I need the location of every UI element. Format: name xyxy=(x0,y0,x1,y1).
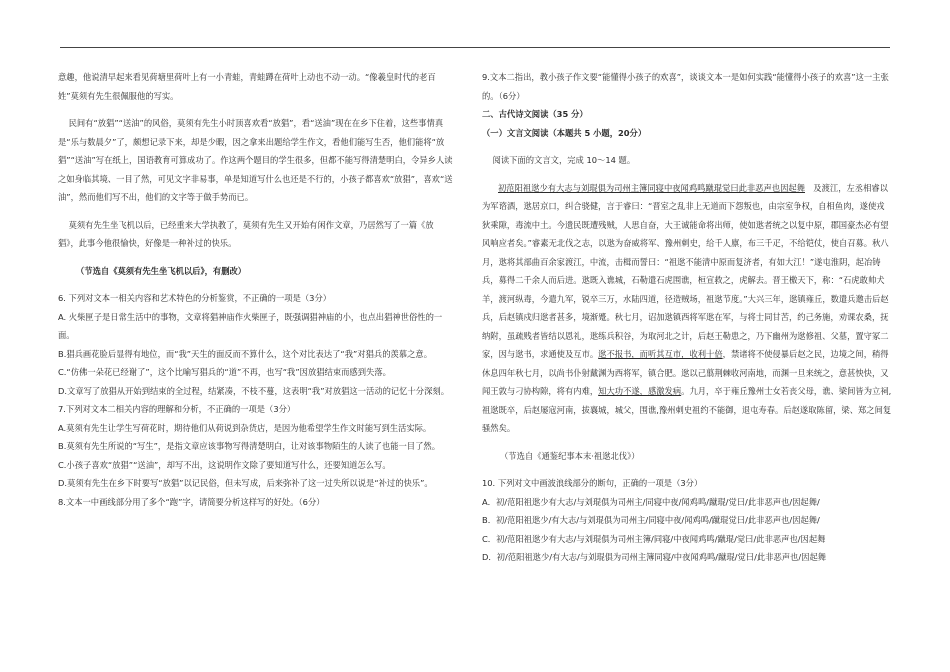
option-6d: D.文章写了放猖从开始到结束的全过程，结紧凑，不枝不蔓，这表明“我”对放猖这一活动的记忆十分深刻。 xyxy=(58,385,449,396)
option-10a: A．初/范阳祖逖少有大志/与刘琨俱为司州主/同寝中夜/闻鸡鸣/蹴琨/觉曰/此非恶声也/因起舞/ xyxy=(482,496,820,507)
question-8: 8.文本一中画线部分用了多个“跑”字，请简要分析这样写的好处。（6分） xyxy=(58,496,325,507)
section-heading: 二、古代诗文阅读（35 分） xyxy=(482,109,588,119)
option-10b: B．初/范阳祖逖少/有大志/与刘琨俱为司州主/同寝中夜/闻鸡鸣/蹴琨觉曰/此非恶声也/因起舞/ xyxy=(482,515,820,525)
passage-source: （节选自《通鉴纪事本末·祖逖北伐》） xyxy=(500,450,640,461)
passage-text: ，禁诸将不使侵暴后赵之民，边境之间，稍得休息四年秋七月，以尚书仆射戴渊为西将军，镇合肥。逖以己翦荆棘收河南地，而渊一旦来统之，意甚怏快，又闻王敦与刁协构隙，将有内难， xyxy=(482,349,889,396)
classical-passage xyxy=(482,179,892,438)
paragraph: 民间有“放猖”“送油”的风俗，莫须有先生小时顶喜欢看“放猖”，看“送油”现在在乡下住着，这些事情真是“乐与数晨夕”了，颇想记录下来，却是少暇，因之拿来出题给学生作文，看他们能写生否，他们能将“放猖”“送油”写在纸上，国语教育可算成功了。作这两个题目的学生很多，但都不能写得清楚明白，令异乡人读之如身临其境、一目了然，可见文字非易事，单是知道写什么也还是不行的，小孩子都喜欢“放猖”，喜欢“送油”，然而他们写不出，他们的文字等于做手势而已。 xyxy=(58,118,453,202)
passage-text: 。九月，卒于雍丘豫州士女若丧父母，谯、梁间皆为立祠,祖逖既卒，后赵屡寇河南，拔襄城，城父，围谯,豫州刺史祖约不能御，退屯寿春。后赵遂取陈留，梁、郑之间复骚然矣。 xyxy=(482,386,892,433)
underlined-text: 知大功不遂，感激发病 xyxy=(598,386,682,396)
source-note: （节选自《莫须有先生坐飞机以后》，有删改） xyxy=(76,265,247,276)
question-7: 7.下列对文本二相关内容的理解和分析，不正确的一项是（3分） xyxy=(58,404,296,414)
option-7c: C.小孩子喜欢“放猖”“送油”，却写不出，这说明作文除了要知道写什么，还要知道怎么写。 xyxy=(58,459,391,470)
subsection-heading: （一）文言文阅读（本题共 5 小题，20分） xyxy=(482,127,647,138)
passage-text: 及渡江，左丞相睿以为军谘酒，逖居京口，纠合骁健，言于睿曰：“晋室之乱非上无道而下怨叛也，由宗室争权，自相鱼肉，遂使戎狄乘隙，毒流中土。今遗民既遭残贼，人思自奋，大王诚能命将出师，使如逖者统之以复中原，郡国豪杰必有望风响应者矣。”睿素无北伐之志，以逖为奋威将军、豫州刺史，给千人廪，布三千疋，不给铠仗，使自召募。秋八月，逖将其部曲百余家渡江，中流，击楫而誓曰：“祖逖不能清中原而复济者，有如大江！”遂屯淮阴，起冶铸兵，募得二千余人而后进。逖既入谯城，石勒遣石虎围谯，桓宣救之，虎解去。晋王檄天下，称：“石虎敢帅犬羊，渡河纵毒，今遣九军，锐卒三万，水陆四道，径造贼场，祖逖节度。”大兴三年，逖镇雍丘，数遣兵邀击后赵兵，后赵镇戍归逖者甚多，境渐蹙。秋七月，诏加逖镇西将军逖在军，与将士同甘苦，约己务施，劝课农桑，抚纳附，虽疏贱者皆结以恩礼，逖练兵积谷，为取河北之计，后赵王勒患之，乃下幽州为逖修祖、父墓，置守冢二家，因与逖书，求通使及互市。 xyxy=(482,182,889,359)
option-6a: A. 火柴匣子是日常生活中的事物，文章将猖神庙作火柴匣子，既强调猖神庙的小，也点出猖神世俗性的一面。 xyxy=(58,311,443,340)
option-7d: D.莫须有先生在乡下时要写“放猖”以记民俗，但未写成，后来弥补了这一过失所以说是“补过的快乐”。 xyxy=(58,478,433,488)
option-10d: D．初/范阳祖逖少/有大志/与刘琨俱为司州主簿同寝/中夜闻鸡鸣/蹴琨/觉曰/此非恶声也/因起舞 xyxy=(482,552,827,562)
paragraph: 莫须有先生坐飞机以后，已经重来大学执教了，莫须有先生又开始有闲作文章，乃居然写了一篇《放猖》，此事今他很愉快，好像是一种补过的快乐。 xyxy=(58,219,434,248)
instruction: 阅读下面的文言文，完成 10～14 题。 xyxy=(482,155,636,165)
question-10: 10. 下列对文中画波浪线部分的断句，正确的一项是（3分） xyxy=(482,478,703,488)
underlined-text: 逖不报书，而听其互市，收利十倍 xyxy=(598,349,723,359)
option-6c: C.“仿佛一朵花已经谢了”，这个比喻写猖兵的“道”不再，也写“我”因放猖结束而感到失落。 xyxy=(58,367,391,377)
header-rule xyxy=(60,47,890,48)
wavy-underlined-text: 初范阳祖逖少有大志与刘琨俱为司州主簿同寝中夜闻鸡鸣蹴琨觉曰此非恶声也因起舞 xyxy=(498,182,805,193)
left-column xyxy=(58,68,453,511)
paragraph: 意趣，他说清早起来看见荷塘里荷叶上有一小青蛙，青蛙蹲在荷叶上动也不动一动。“像羲皇时代的老百姓”莫须有先生很佩服他的写实。 xyxy=(58,72,436,101)
right-column xyxy=(482,68,892,567)
option-6b: B.猖兵画花脸后显得有地位，而“我”天生的面反而不算什么，这个对比表达了“我”对猖兵的羡慕之意。 xyxy=(58,348,432,359)
question-6: 6. 下列对文本一相关内容和艺术特色的分析鉴赏，不正确的一项是（3分） xyxy=(58,293,332,303)
option-7b: B.莫须有先生所说的“写生”，是指文章应该事物写得清楚明白，让对该事物陌生的人读了也能一目了然。 xyxy=(58,441,440,451)
option-7a: A.莫须有先生让学生写荷花时，期待他们从荷说到杂货店，是因为他希望学生作文时能写到生活实际。 xyxy=(58,422,432,433)
question-9: 9.文本二指出，教小孩子作文要“能懂得小孩子的欢喜”，谈谈文本一是如何实践“能懂得小孩子的欢喜”这一主张的。（6分） xyxy=(482,72,889,101)
option-10c: C．初/范阳祖逖少有大志/与刘琨俱为司州主簿/同寝/中夜闻鸡鸣/蹴琨/觉曰/此非恶声也/因起舞 xyxy=(482,533,826,544)
